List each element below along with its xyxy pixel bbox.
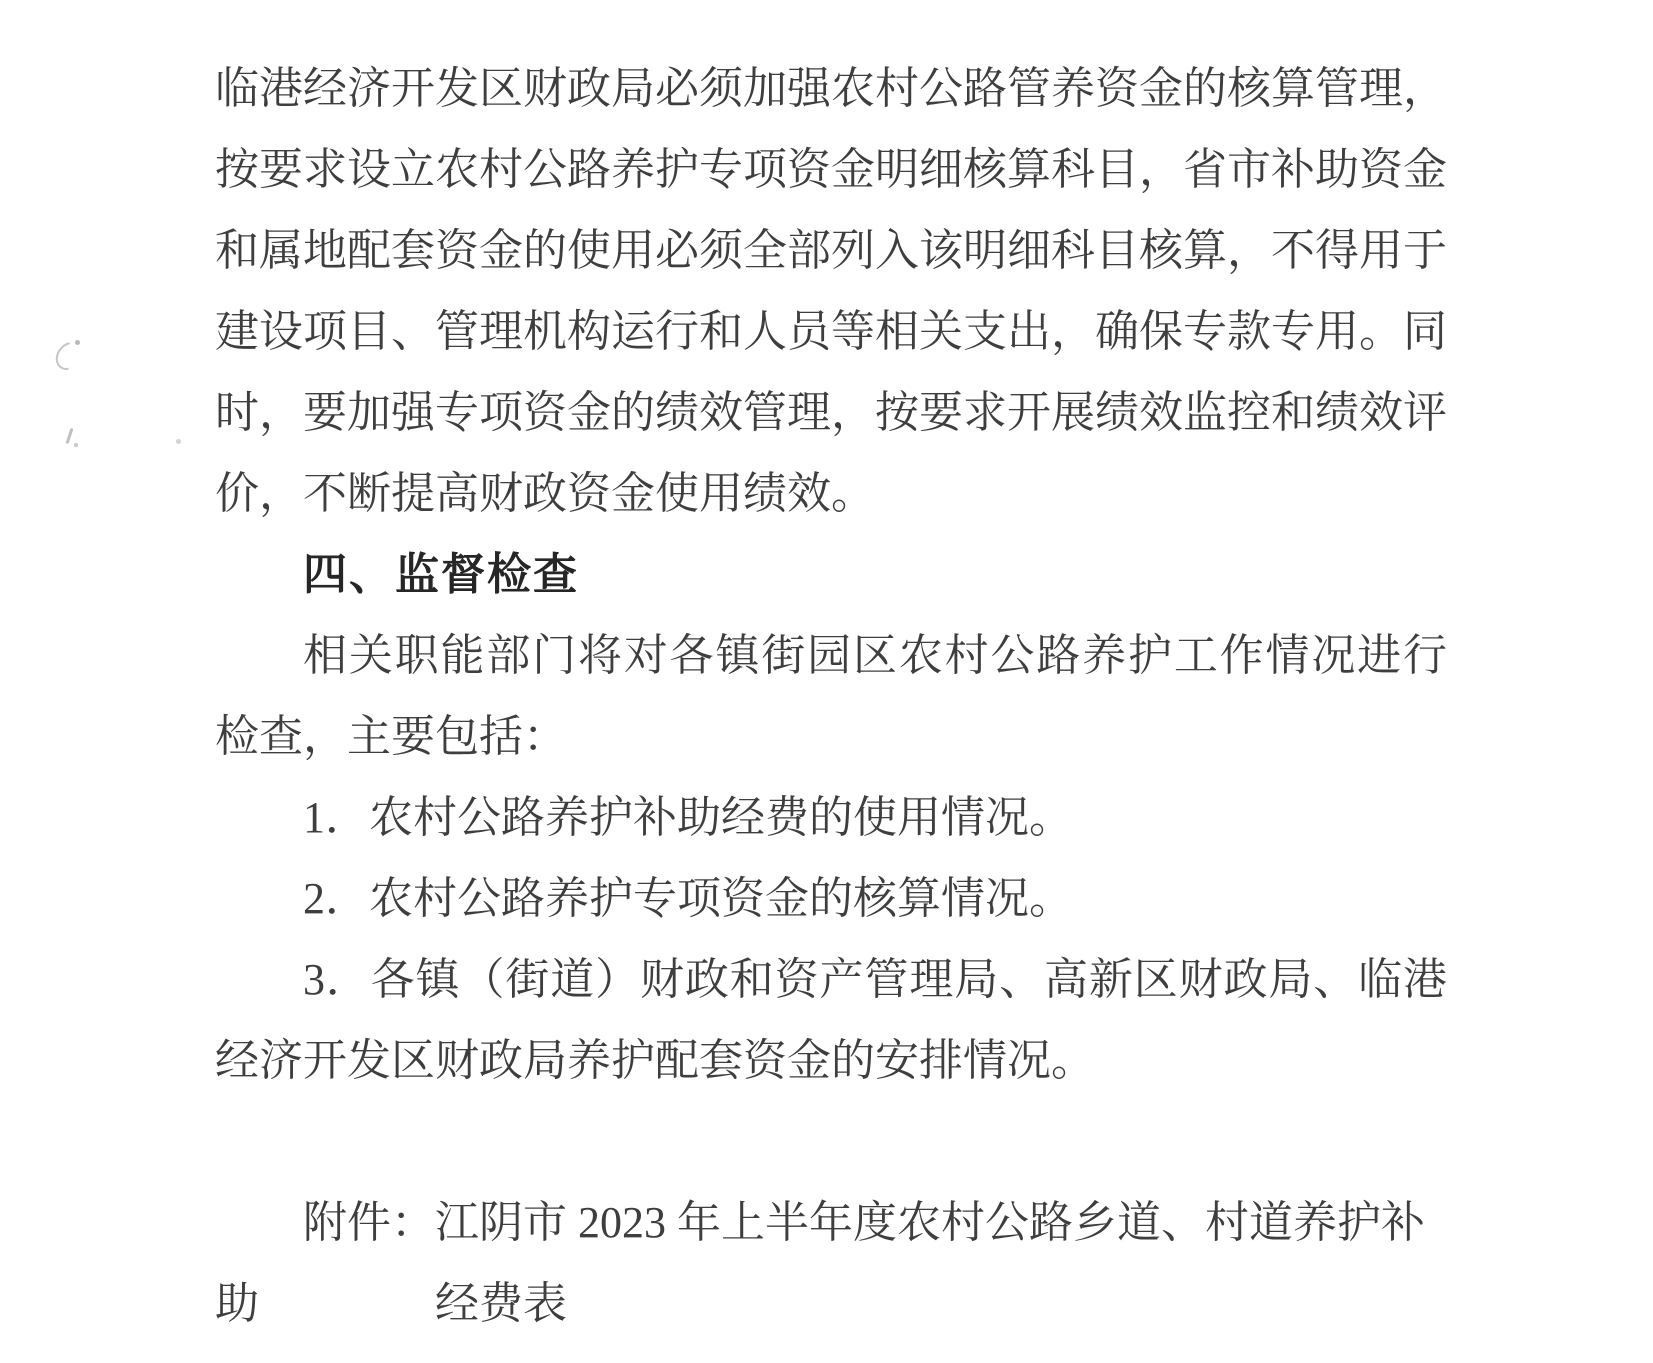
- body-line-4: 建设项目、管理机构运行和人员等相关支出，确保专款专用。同: [215, 307, 1447, 356]
- document-text-block: [215, 48, 1447, 1344]
- body-line-5: 时，要加强专项资金的绩效管理，按要求开展绩效监控和绩效评: [215, 388, 1447, 437]
- scan-artifact-dot: [176, 439, 181, 444]
- section-heading: 四、监督检查: [303, 550, 579, 599]
- paragraph-line-1: 相关职能部门将对各镇街园区农村公路养护工作情况进行: [303, 631, 1447, 680]
- blank-line: [215, 1101, 1447, 1182]
- list-item-3: 3．各镇（街道）财政和资产管理局、高新区财政局、临港: [303, 955, 1447, 1004]
- body-line-1: 临港经济开发区财政局必须加强农村公路管养资金的核算管理，: [215, 64, 1447, 113]
- scan-artifact-tick-dot: [74, 443, 78, 447]
- scan-artifact-curve: [50, 337, 87, 375]
- body-line-3: 和属地配套资金的使用必须全部列入该明细科目核算，不得用于: [215, 226, 1447, 275]
- body-line-2: 按要求设立农村公路养护专项资金明细核算科目，省市补助资金: [215, 145, 1447, 194]
- list-item-2: 2．农村公路养护专项资金的核算情况。: [303, 874, 1073, 923]
- scan-artifact-curve-dot: [75, 340, 80, 345]
- list-item-3-continuation: 经济开发区财政局养护配套资金的安排情况。: [215, 1036, 1095, 1085]
- body-line-6: 价，不断提高财政资金使用绩效。: [215, 469, 875, 518]
- scan-artifact-tick: [66, 428, 74, 444]
- list-item-1: 1．农村公路养护补助经费的使用情况。: [303, 793, 1073, 842]
- attachment-line: 附件：江阴市 2023 年上半年度农村公路乡道、村道养护补助: [215, 1198, 1425, 1328]
- paragraph-line-2: 检查，主要包括：: [215, 712, 567, 761]
- attachment-continuation: 经费表: [435, 1279, 567, 1328]
